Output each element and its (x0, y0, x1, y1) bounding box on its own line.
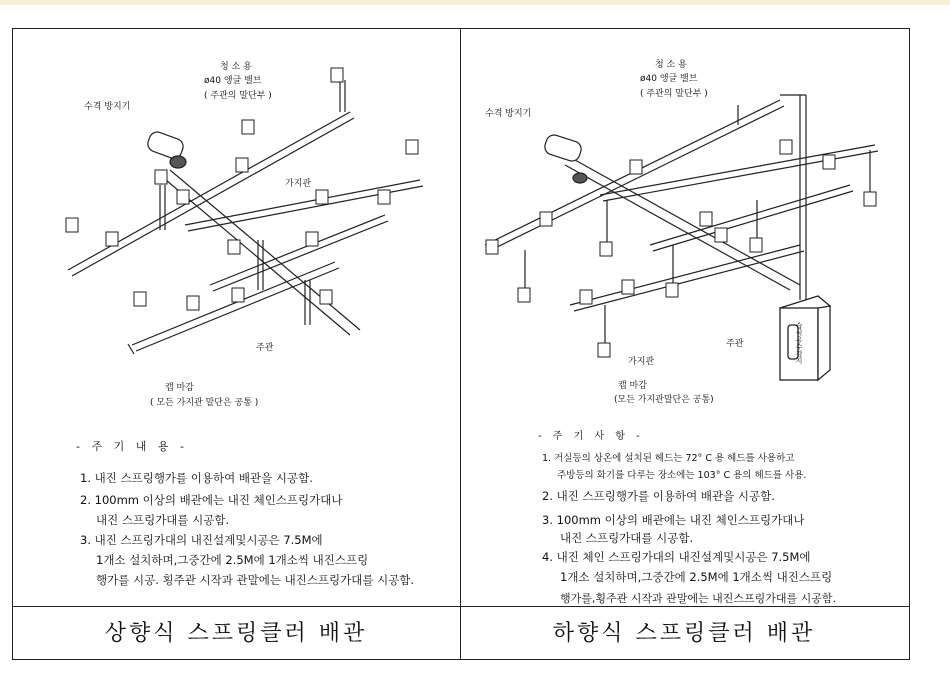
left-notes-title: - 주 기 내 용 - (76, 440, 188, 453)
left-note-1: 1. 내진 스프링행가를 이용하여 배관을 시공함. (80, 471, 313, 485)
right-note-4c: 행가를,횡주관 시작과 관말에는 내진스프링가대를 시공함. (560, 592, 837, 605)
left-note-3b: 1개소 설치하며,그중간에 2.5M에 1개소씩 내진스프링 (96, 553, 369, 567)
right-main-label: 주관 (726, 339, 744, 349)
left-valve-label-mid: ø40 앵글 밸브 (204, 76, 262, 86)
left-note-2b: 내진 스프링가대를 시공함. (96, 513, 230, 527)
left-note-3a: 3. 내진 스프링가대의 내진설계및시공은 7.5M에 (80, 533, 323, 547)
right-note-1a: 1. 거실등의 상온에 설치된 헤드는 72° C 용 헤드를 사용하고 (542, 453, 795, 464)
left-valve-label-top: 청 소 용 (220, 62, 252, 72)
left-note-3c: 행가를 시공. 횡주관 시작과 관말에는 내진스프링가대를 시공함. (96, 573, 415, 587)
right-arrestor-label: 수격 방지기 (485, 109, 532, 119)
right-cap-label: 캡 마감 (618, 381, 647, 391)
right-note-2: 2. 내진 스프링행가를 이용하여 배관을 시공함. (542, 489, 775, 503)
left-valve-label-bot: ( 주관의 말단부 ) (204, 91, 272, 101)
left-branch-label: 가지관 (285, 179, 312, 189)
left-cap-note: ( 모든 가지관 말단은 공통 ) (150, 398, 259, 408)
right-valve-label-top: 청 소 용 (655, 60, 687, 70)
left-cap-label: 캡 마감 (165, 383, 194, 393)
right-note-1b: 주방등의 화기를 다루는 장소에는 103° C 용의 헤드를 사용. (557, 470, 807, 481)
right-cap-note: (모든 가지관말단은 공통) (614, 395, 714, 405)
left-note-2a: 2. 100mm 이상의 배관에는 내진 체인스프링가대나 (80, 493, 343, 507)
right-note-4a: 4. 내진 체인 스프링가대의 내진설계및시공은 7.5M에 (542, 550, 811, 564)
right-notes-title: - 주 기 사 항 - (538, 431, 644, 442)
left-panel-title: 상향식 스프링클러 배관 (104, 621, 368, 646)
right-valve-label-bot: ( 주관의 말단부 ) (640, 89, 708, 99)
right-note-3a: 3. 100mm 이상의 배관에는 내진 체인스프링가대나 (542, 513, 805, 527)
right-valve-label-mid: ø40 앵글 밸브 (640, 74, 698, 84)
right-panel-title: 하향식 스프링클러 배관 (552, 621, 816, 646)
right-branch-label: 가지관 (628, 357, 655, 367)
right-note-4b: 1개소 설치하며,그중간에 2.5M에 1개소씩 내진스프링 (560, 570, 833, 584)
left-main-label: 주관 (256, 343, 274, 353)
right-note-3b: 내진 스프링가대를 시공함. (560, 531, 694, 545)
left-arrestor-label: 수격 방지기 (84, 102, 131, 112)
right-alarm-box-label: 습식유수검지 (795, 322, 803, 364)
